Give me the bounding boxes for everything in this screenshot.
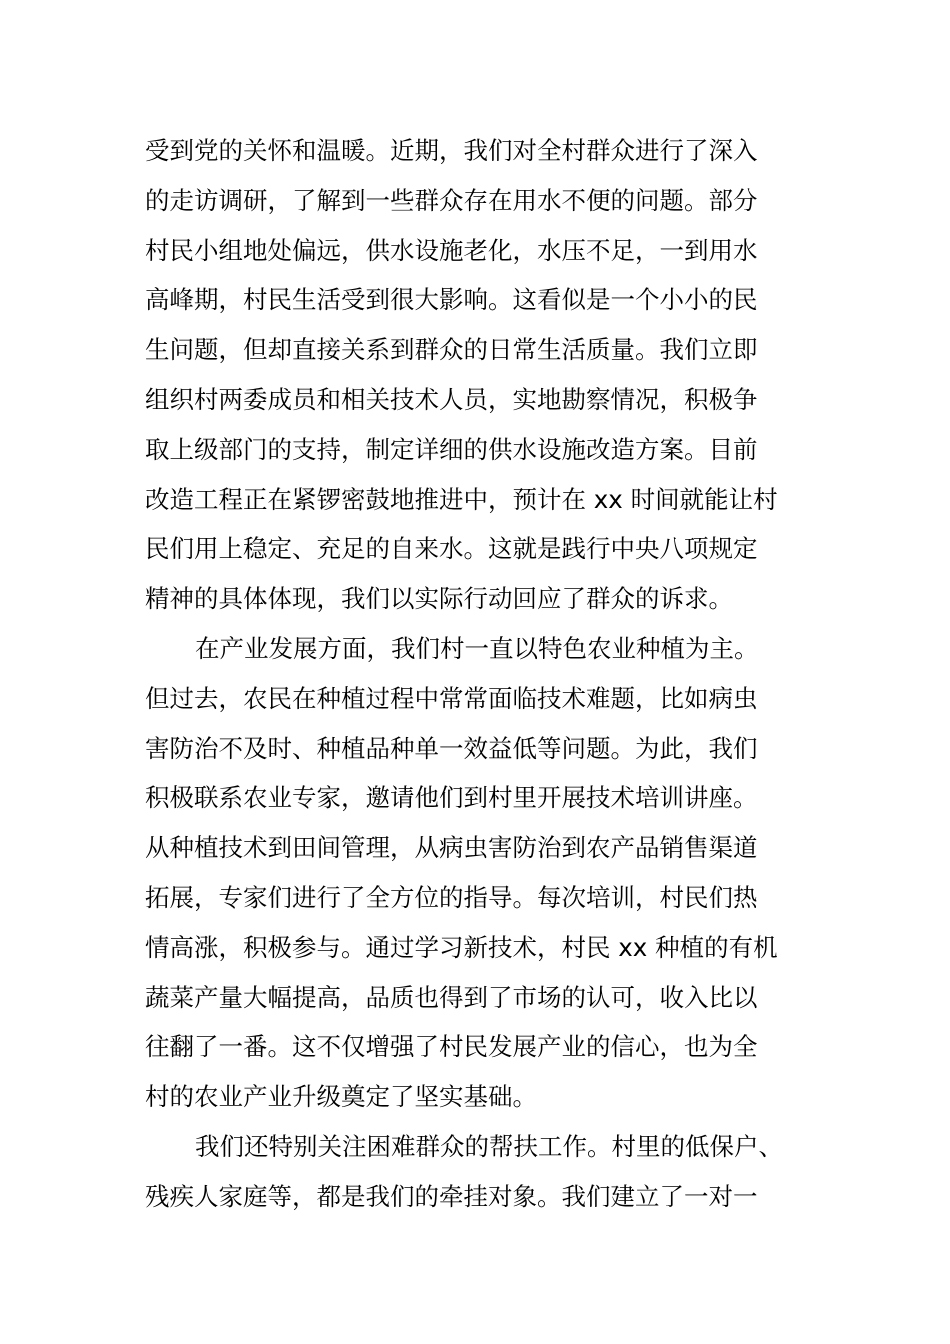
text-line: 害防治不及时、种植品种单一效益低等问题。为此，我们 xyxy=(145,733,758,763)
text-line: 民们用上稳定、充足的自来水。这就是践行中央八项规定 xyxy=(145,534,758,564)
text-line: 取上级部门的支持，制定详细的供水设施改造方案。目前 xyxy=(145,434,758,464)
text-line: 蔬菜产量大幅提高，品质也得到了市场的认可，收入比以 xyxy=(145,982,758,1012)
text-line: 的走访调研，了解到一些群众存在用水不便的问题。部分 xyxy=(145,185,758,215)
text-line: 精神的具体体现，我们以实际行动回应了群众的诉求。 xyxy=(145,584,733,614)
text-line: 残疾人家庭等，都是我们的牵挂对象。我们建立了一对一 xyxy=(145,1181,758,1211)
text-line: 往翻了一番。这不仅增强了村民发展产业的信心，也为全 xyxy=(145,1032,758,1062)
text-line: 拓展，专家们进行了全方位的指导。每次培训，村民们热 xyxy=(145,882,758,912)
text-line: 村的农业产业升级奠定了坚实基础。 xyxy=(145,1082,537,1112)
text-line: 生问题，但却直接关系到群众的日常生活质量。我们立即 xyxy=(145,335,758,365)
text-line: 受到党的关怀和温暖。近期，我们对全村群众进行了深入 xyxy=(145,136,758,165)
body-text xyxy=(145,126,813,1222)
text-line: 在产业发展方面，我们村一直以特色农业种植为主。 xyxy=(195,633,759,663)
text-line: 改造工程正在紧锣密鼓地推进中，预计在 xx 时间就能让村 xyxy=(145,484,778,514)
text-line: 但过去，农民在种植过程中常常面临技术难题，比如病虫 xyxy=(145,683,758,713)
text-line: 从种植技术到田间管理，从病虫害防治到农产品销售渠道 xyxy=(145,833,758,863)
text-line: 高峰期，村民生活受到很大影响。这看似是一个小小的民 xyxy=(145,285,758,315)
text-line: 组织村两委成员和相关技术人员，实地勘察情况，积极争 xyxy=(145,384,758,414)
text-line: 村民小组地处偏远，供水设施老化，水压不足，一到用水 xyxy=(145,235,758,265)
text-line: 情高涨，积极参与。通过学习新技术，村民 xx 种植的有机 xyxy=(145,932,778,962)
text-line: 积极联系农业专家，邀请他们到村里开展技术培训讲座。 xyxy=(145,783,758,813)
text-line: 我们还特别关注困难群众的帮扶工作。村里的低保户、 xyxy=(195,1131,783,1161)
